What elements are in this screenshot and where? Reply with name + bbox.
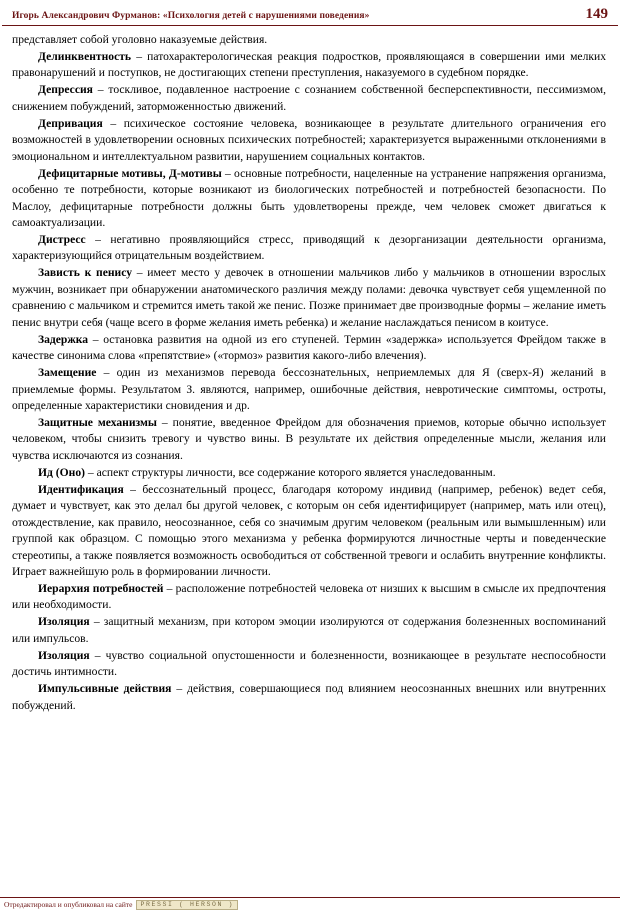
- glossary-term: Дефицитарные мотивы, Д-мотивы: [38, 166, 222, 180]
- glossary-term: Депривация: [38, 116, 103, 130]
- glossary-definition: – имеет место у девочек в отношении мальчиков либо у мальчиков в отношении взрослых мужчин, возникает при обнаружении анатомического различия между полами: девочка чувствует себя ущемленной по сравнению с мальчиком и стремится иметь такой же пенис. Позже принимает две производные формы – желание иметь пенис внутри себя (чаще всего в форме желания иметь ребенка) и желание наслаждаться пенисом в коитусе.: [12, 266, 606, 329]
- glossary-definition: – расположение потребностей человека от низших к высшим в смысле их предпочтения или необходимости.: [12, 581, 606, 612]
- glossary-definition: – защитный механизм, при котором эмоции изолируются от содержания болезненных воспоминаний или импульсов.: [12, 615, 606, 645]
- footer-credit-text: Отредактировал и опубликовал на сайте: [4, 900, 133, 910]
- glossary-term: Дистресс: [38, 232, 86, 246]
- glossary-definition: – чувство социальной опустошенности и болезненности, возникающее в результате неспособности достичь интимности.: [12, 648, 606, 679]
- glossary-entry: [12, 32, 606, 48]
- glossary-entry: [12, 581, 606, 614]
- page-header: [2, 0, 618, 26]
- glossary-definition: – один из механизмов перевода бессознательных, неприемлемых для Я (сверх-Я) желаний в приемлемые формы. Результатом З. являются, например, ошибочные действия, невротические симптомы, остроты, определенные характеристики сновидения и др.: [12, 366, 606, 412]
- glossary-term: Импульсивные действия: [38, 682, 172, 696]
- glossary-term: Изоляция: [38, 615, 90, 629]
- footer-watermark: PRESSI ( HERSON ): [136, 900, 238, 910]
- glossary-term: Идентификация: [38, 482, 124, 496]
- glossary-entry: [12, 82, 606, 115]
- header-book-title: Игорь Александрович Фурманов: «Психология детей с нарушениями поведения»: [12, 11, 370, 21]
- glossary-entry: [12, 116, 606, 165]
- glossary-entry: [12, 648, 606, 681]
- glossary-entry: [12, 415, 606, 464]
- glossary-definition: – психическое состояние человека, возникающее в результате длительного ограничения его возможностей в удовлетворении основных психических потребностей; характеризуется выраженными отклонениями в эмоциональном и интеллектуальном развитии, нарушением социальных контактов.: [12, 116, 606, 163]
- glossary-term: Замещение: [38, 366, 97, 380]
- footer-content: [0, 900, 620, 910]
- glossary-definition: – патохарактерологическая реакция подростков, проявляющаяся в совершении ими мелких правонарушений и поступков, не достигающих степени преступления, наказуемого в судебном порядке.: [12, 49, 606, 80]
- glossary-entry: [12, 482, 606, 581]
- glossary-term: Депрессия: [38, 83, 93, 97]
- glossary-entry: [12, 49, 606, 82]
- page-footer: [0, 897, 620, 910]
- glossary-entry: [12, 332, 606, 365]
- glossary-term: Ид (Оно): [38, 465, 85, 479]
- header-page-number: 149: [585, 6, 608, 22]
- glossary-entry: [12, 465, 606, 481]
- glossary-entry: [12, 365, 606, 414]
- glossary-definition: представляет собой уголовно наказуемые действия.: [12, 33, 268, 46]
- glossary-entry: [12, 265, 606, 331]
- glossary-term: Иерархия потребностей: [38, 581, 164, 595]
- glossary-term: Защитные механизмы: [38, 415, 157, 429]
- glossary-definition: – тоскливое, подавленное настроение с сознанием собственной бесперспективности, пессимизмом, снижением побуждений, заторможенностью движений.: [12, 83, 606, 113]
- glossary-entry: [12, 681, 606, 714]
- glossary-term: Задержка: [38, 332, 89, 346]
- page-body: [0, 26, 620, 714]
- glossary-definition: – действия, совершающиеся под влиянием неосознанных внешних или внутренних побуждений.: [12, 682, 606, 712]
- glossary-entry: [12, 614, 606, 647]
- glossary-definition: – остановка развития на одной из его ступеней. Термин «задержка» используется Фрейдом также в качестве синонима слова «препятствие» («тормоз» развития какого-либо влечения).: [12, 332, 606, 363]
- glossary-definition: – основные потребности, нацеленные на устранение напряжения организма, особенно те потребности, которые возникают из биологических потребностей и потребностей безопасности. По Маслоу, дефицитарные потребности должны быть удовлетворены прежде, чем человек сможет двигаться к самоактуализации.: [12, 166, 606, 229]
- glossary-definition: – аспект структуры личности, все содержание которого является унаследованным.: [85, 465, 496, 479]
- glossary-definition: – бессознательный процесс, благодаря которому индивид (например, ребенок) ведет себя, думает и чувствует, как это делал бы другой человек, с которым он себя идентифицирует (например, мать или отец), отождествление, как правило, неосознанное, себя со значимым другим человеком (реальным или вымышленным) или группой как образцом. С помощью этого механизма у ребенка формируются личностные черты и поведенческие стереотипы, а также появляется возможность освободиться от собственной тревоги и ослабить внутренние конфликты. Играет важнейшую роль в формировании личности.: [12, 482, 606, 578]
- glossary-definition: – негативно проявляющийся стресс, приводящий к дезорганизации деятельности организма, характеризующийся отрицательным воздействием.: [12, 232, 606, 263]
- glossary-term: Зависть к пенису: [38, 266, 132, 280]
- glossary-term: Изоляция: [38, 648, 90, 662]
- glossary-definition: – понятие, введенное Фрейдом для обозначения приемов, которые обычно использует человеком, чтобы снизить тревогу и чувство вины. В результате их действия определенные мысли, желания или чувства исключаются из сознания.: [12, 415, 606, 462]
- glossary-entry: [12, 166, 606, 232]
- glossary-term: Делинквентность: [38, 49, 132, 63]
- glossary-entry: [12, 232, 606, 265]
